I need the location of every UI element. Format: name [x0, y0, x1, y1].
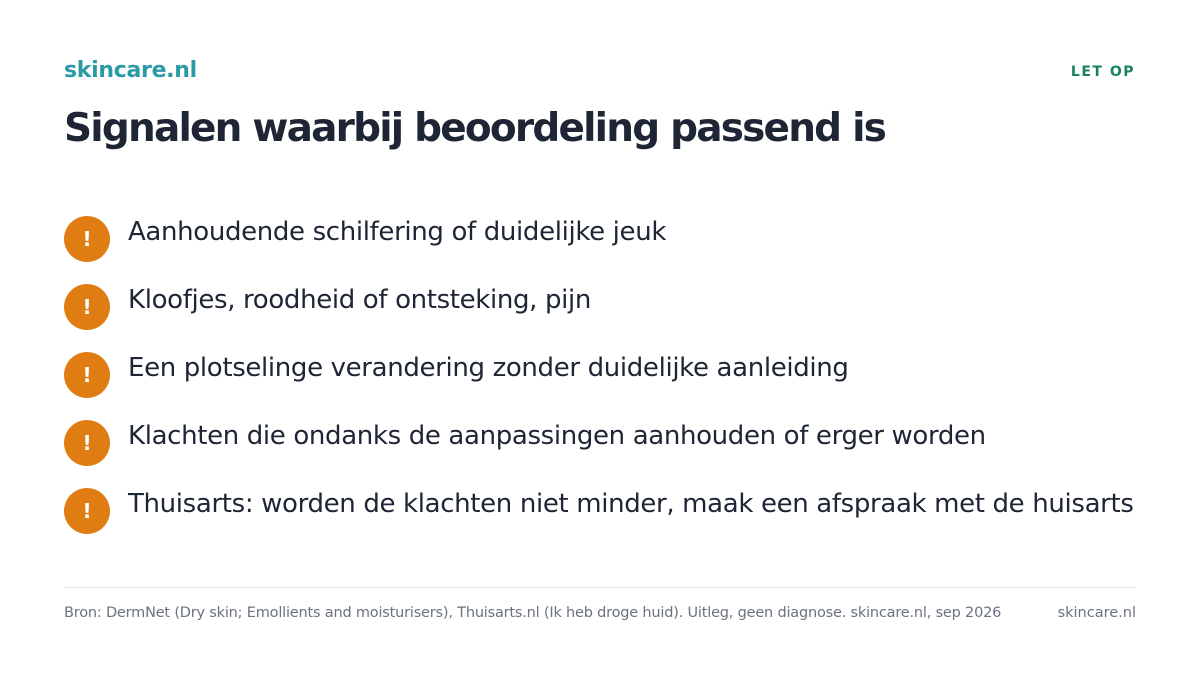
exclamation-icon: ! — [64, 420, 110, 466]
list-item — [64, 350, 1134, 418]
list-item — [64, 282, 1134, 350]
exclamation-icon: ! — [64, 352, 110, 398]
page-title: Signalen waarbij beoordeling passend is — [64, 106, 886, 151]
exclamation-icon: ! — [64, 216, 110, 262]
brand-logo: skincare.nl — [64, 58, 197, 83]
warning-signal-list — [64, 214, 1134, 554]
exclamation-icon: ! — [64, 284, 110, 330]
warning-tag: LET OP — [1070, 64, 1135, 80]
list-item-text: Een plotselinge verandering zonder duidelijke aanleiding — [128, 353, 849, 383]
list-item-text: Thuisarts: worden de klachten niet minder, maak een afspraak met de huisarts — [128, 489, 1134, 519]
list-item — [64, 486, 1134, 554]
footer-divider — [64, 587, 1136, 588]
list-item — [64, 418, 1134, 486]
list-item-text: Aanhoudende schilfering of duidelijke jeuk — [128, 217, 667, 247]
source-citation: Bron: DermNet (Dry skin; Emollients and moisturisers), Thuisarts.nl (Ik heb droge huid). Uitleg, geen diagnose. skincare.nl, sep 2026 — [64, 605, 1002, 621]
list-item — [64, 214, 1134, 282]
list-item-text: Klachten die ondanks de aanpassingen aanhouden of erger worden — [128, 421, 986, 451]
footer-brand: skincare.nl — [1057, 605, 1136, 621]
exclamation-icon: ! — [64, 488, 110, 534]
list-item-text: Kloofjes, roodheid of ontsteking, pijn — [128, 285, 592, 315]
